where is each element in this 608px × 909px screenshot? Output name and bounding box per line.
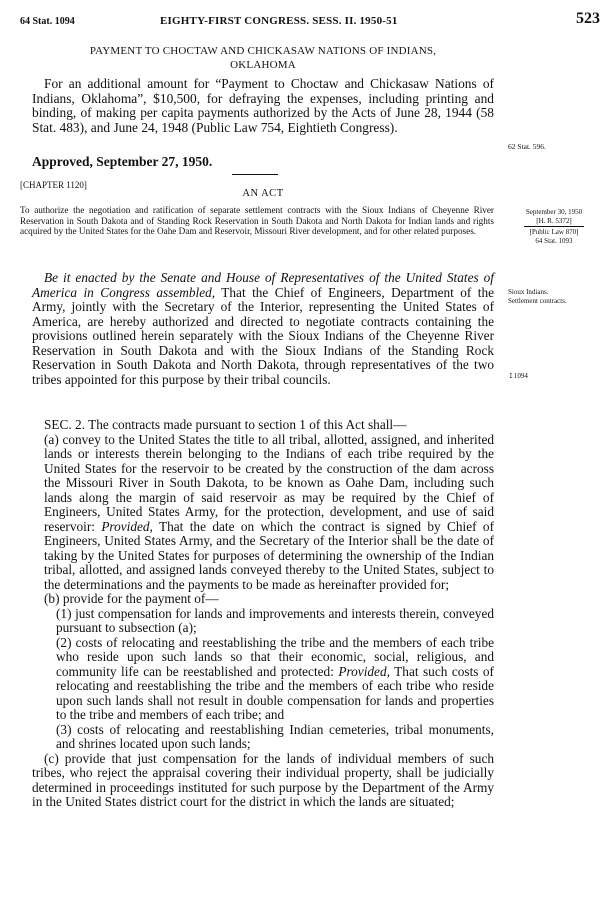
sec2-subsection-b: (b) provide for the payment of—	[44, 591, 219, 606]
side-stat: 64 Stat. 1093	[535, 236, 573, 245]
side-rule	[524, 226, 584, 227]
sec2-intro: SEC. 2. The contracts made pursuant to section 1 of this Act shall—	[44, 417, 407, 432]
act-purpose: To authorize the negotiation and ratification of separate settlement contracts with the Sioux Indians of Cheyenne River Reservation in South Dakota and of Standing Rock Reservation in South Dakota and North Dakota for Indian lands and rights acquired by the United States for the Oahe Dam and Reservoir, Missouri River development, and for other related purposes.	[20, 205, 494, 236]
margin-sioux-line2: Settlement contracts.	[508, 296, 567, 305]
sec2-subsection-a	[32, 433, 494, 593]
sec2-a-provided: Provided,	[101, 518, 153, 534]
page-number: 523	[576, 10, 600, 27]
side-public-law: [Public Law 870]	[529, 228, 579, 236]
margin-note-62-stat: 62 Stat. 596.	[508, 142, 546, 151]
side-bill: [H. R. 5372]	[536, 216, 572, 225]
section-title-line1: PAYMENT TO CHOCTAW AND CHICKASAW NATIONS OF INDIANS,	[89, 45, 437, 57]
margin-1094: ↥1094	[508, 372, 528, 380]
sec2-b2-text1: (2) costs of relocating and reestablishing the tribe and the members of each tribe who reside upon such lands so that their economic, social, religious, and community life can be reestablished and protected:	[56, 634, 494, 679]
sec2-b-clause-3: (3) costs of relocating and reestablishing Indian cemeteries, tribal monuments, and shrines located upon such lands;	[56, 721, 494, 751]
header-stat-ref: 64 Stat. 1094	[20, 16, 75, 27]
act-heading: AN ACT	[242, 188, 284, 199]
side-date: September 30, 1950	[525, 208, 583, 216]
enacting-clause	[32, 271, 494, 387]
approval-date: Approved, September 27, 1950.	[32, 154, 213, 169]
section-title	[32, 44, 494, 72]
sec2-b-clause-2	[32, 636, 494, 723]
section-title-line2: OKLAHOMA	[230, 59, 296, 71]
enacting-formula: Be it enacted by the Senate and House of Representatives of the United States of America in Congress assembled,	[32, 270, 494, 300]
sec2-b-clause-1: (1) just compensation for lands and improvements and interests therein, conveyed pursuant to subsection (a);	[56, 605, 494, 635]
sec2-b2-provided: Provided,	[338, 663, 390, 679]
running-header	[20, 10, 600, 32]
sec2-a-text2: That the date on which the contract is signed by Chief of Engineers, United States Army, and the Secretary of the Interior shall be the date of taking by the United States for purposes of determining the ownership of the Indian tribal, allotted, and assigned lands conveyed thereby to the United States, subject to the determinations and the payments to be made as hereinafter provided for;	[44, 518, 495, 592]
section-2	[32, 418, 494, 810]
chapter-number: [CHAPTER 1120]	[20, 180, 87, 190]
sec2-subsection-c: (c) provide that just compensation for the lands of individual members of such tribes, who reject the appraisal covering their individual property, shall be judicially determined in proceedings instituted for such purpose by the Department of the Army in the United States district court for the district in which the lands are situated;	[32, 750, 494, 809]
sec2-b2-text2: That such costs of relocating and reestablishing the tribe and the members of each tribe who reside upon such lands shall not result in double compensation for lands and properties to the tribe and members of each tribe; and	[56, 663, 494, 722]
act-side-citation	[508, 208, 600, 245]
header-congress-session: EIGHTY-FIRST CONGRESS. SESS. II. 1950-51	[160, 15, 398, 27]
divider-rule	[232, 174, 278, 175]
margin-sioux	[508, 288, 600, 305]
enacting-text: That the Chief of Engineers, Department of the Army, jointly with the Secretary of the Interior, representing the United States of America, are hereby authorized and directed to negotiate contracts containing the provisions outlined herein separately with the Sioux Indians of the Cheyenne River Reservation in South Dakota and with the Sioux Indians of the Standing Rock Reservation in South Dakota and North Dakota, through representatives of the two tribes appointed for this purpose by their tribal councils.	[32, 284, 494, 387]
appropriation-paragraph: For an additional amount for “Payment to Choctaw and Chickasaw Nations of Indians, Oklahoma”, $10,500, for defraying the expenses, including printing and binding, of making per capita payments authorized by the Acts of June 28, 1944 (58 Stat. 483), and June 24, 1948 (Public Law 754, Eightieth Congress).	[32, 76, 494, 135]
margin-sioux-line1: Sioux Indians.	[508, 288, 549, 296]
sec2-a-text1: (a) convey to the United States the title to all tribal, allotted, assigned, and inherited lands or interests therein belonging to the Indians of each tribe required by the United States for the reservoir to be created by the construction of the dam across the Missouri River in South Dakota, to be known as Oahe Dam, including such lands along the margin of said reservoir as may be required by the Chief of Engineers, United States Army, for the protection, development, and use of said reservoir:	[44, 431, 494, 534]
